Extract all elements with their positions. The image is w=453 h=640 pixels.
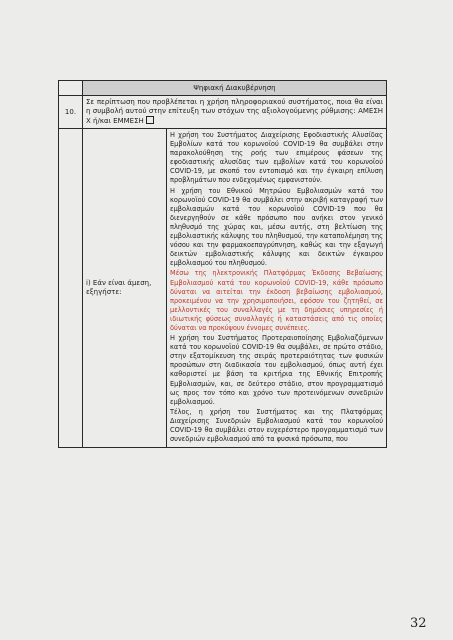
question-row — [59, 96, 387, 129]
question-text-cell — [83, 96, 387, 129]
direct-label: ΑΜΕΣΗ — [358, 107, 384, 115]
paragraph-prioritisation: Η χρήση του Συστήματος Προτεραιοποίησης Εμβολιαζόμενων κατά του κορωνοϊού COVID-19 θα συμβάλει, σε πρώτο στάδιο, στην εξατομίκευση της σειράς προτεραιότητας των φυσικών προσώπων στη διαδικασία του εμβολιασμού, όπως αυτή έχει καθοριστεί με βάση τα κριτήρια της Εθνικής Επιτροπής Εμβολιασμών, και, σε δεύτερο στάδιο, στον προγραμματισμό ως προς τον τόπο και χρόνο των προτεινόμενων συνεδριών εμβολιασμού. — [170, 334, 384, 406]
row-number: 10. — [59, 96, 83, 129]
paragraph-sessions: Τέλος, η χρήση του Συστήματος και της Πλατφόρμας Διαχείρισης Συνεδριών Εμβολιασμού κατά του κορωνοϊού COVID-19 θα συμβάλει στον ευχερέστερο προγραμματισμό των συνεδριών εμβολιασμού από τα φυσικά πρόσωπα, που — [170, 407, 384, 444]
table-header-row — [59, 81, 387, 96]
indirect-label: ΕΜΜΕΣΗ — [113, 117, 144, 125]
explanation-row — [59, 129, 387, 448]
header-blank-cell — [59, 81, 83, 96]
assessment-table — [58, 80, 387, 448]
page-number: 32 — [410, 616, 427, 631]
section-title: Ψηφιακή Διακυβέρνηση — [83, 81, 387, 96]
or-label: ή/και — [93, 117, 111, 125]
paragraph-certificate-platform: Μέσω της ηλεκτρονικής Πλατφόρμας Έκδοσης Βεβαίωσης Εμβολιασμού κατά του κορωνοϊού COVID-19, κάθε πρόσωπο δύναται να αιτείται την έκδοση βεβαίωσης εμβολιασμού, προκειμένου να την χρησιμοποιήσει, εφόσον του ζητηθεί, σε μελλοντικές του συναλλαγές με τη δημόσιες υπηρεσίες ή ιδιωτικής φύσεως συναλλαγές ή καταστάσεις από τις οποίες δύναται να προκύψουν έννομες συνέπειες. — [170, 269, 384, 332]
blank-number-cell — [59, 129, 83, 448]
question-text: Σε περίπτωση που προβλέπεται η χρήση πληροφοριακού συστήματος, ποια θα είναι η συμβολή αυτού στην επίτευξη των στόχων της αξιολογούμενης ρύθμισης: — [86, 98, 384, 115]
explanation-body — [167, 129, 387, 448]
paragraph-national-registry: Η χρήση του Εθνικού Μητρώου Εμβολιασμών κατά του κορωνοϊού COVID-19 θα συμβάλει στην ακριβή καταγραφή των εμβολιασμών κατά του κορωνοϊού COVID-19 που θα διενεργηθούν σε κάθε πρόσωπο που ανήκει στον γενικό πληθυσμό της χώρας και, μέσω αυτής, στη βελτίωση της εμβολιαστικής κάλυψης του πληθυσμού, την καταπολέμηση της νόσου και την φαρμακοεπαγρύπνηση, καθώς και την εξαγωγή δεικτών εμβολιαστικής κάλυψης και δεικτών έγκαιρου εμβολιασμού του πληθυσμού. — [170, 186, 384, 268]
direct-mark: Χ — [86, 117, 91, 125]
indirect-checkbox — [146, 116, 154, 124]
explanation-label: i) Εάν είναι άμεση, εξηγήστε: — [83, 129, 167, 448]
paragraph-supply-chain: Η χρήση του Συστήματος Διαχείρισης Εφοδιαστικής Αλυσίδας Εμβολίων κατά του κορωνοϊού COVID-19 θα συμβάλει στην παρακολούθηση της ροής των επιμέρους φάσεων της εφοδιαστικής αλυσίδας των εμβολίων κατά του κορωνοϊού COVID-19, με σκοπό τον εντοπισμό και την έγκαιρη επίλυση προβλημάτων που ενδεχομένως εμφανιστούν. — [170, 131, 384, 185]
